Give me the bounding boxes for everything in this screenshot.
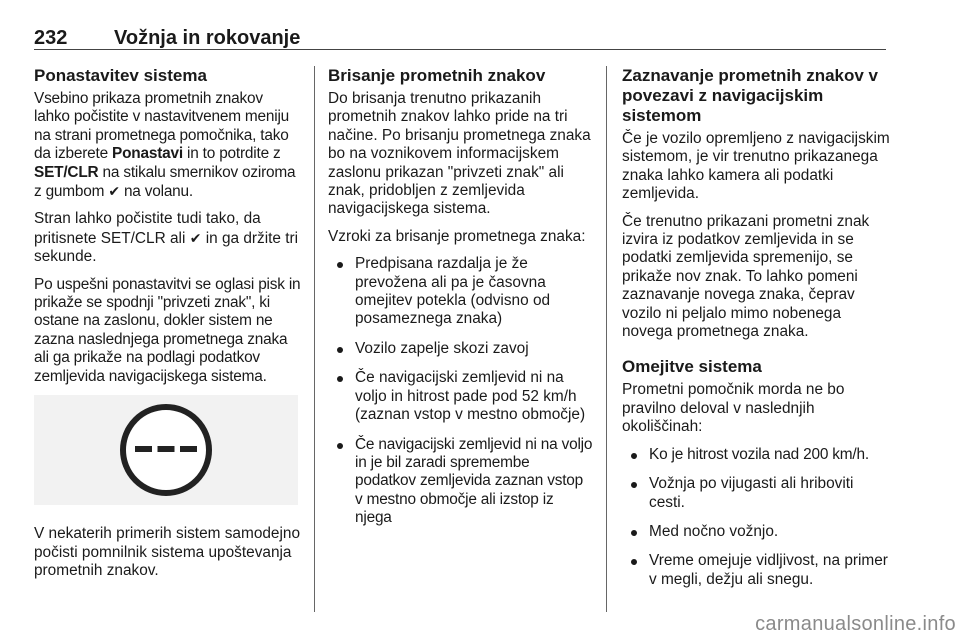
column-3 <box>622 66 890 600</box>
section-heading-reset: Ponastavitev sistema <box>34 66 207 85</box>
paragraph-navigation-1: Če je vozilo opremljeno z navigacijskim sistemom, je vir trenutno prikazanega znaka lahko kamera ali podatki zemljevida. <box>622 130 890 203</box>
paragraph-reset-2: Stran lahko počistite tudi tako, da pritisnete SET/CLR ali ✔ in ga držite tri sekunde. <box>34 210 299 266</box>
section-heading-clearing: Brisanje prometnih znakov <box>328 66 546 85</box>
list-item: Če navigacijski zemljevid ni na voljo in je bil zaradi spremembe podatkov zemljevida zaznan vstop v mestno območje ali izstop iz njega <box>328 436 593 528</box>
limitations-list <box>622 446 890 589</box>
bullet-icon <box>337 376 343 382</box>
default-sign-illustration <box>34 395 298 505</box>
bullet-icon <box>337 262 343 268</box>
paragraph-clearing-1: Do brisanja trenutno prikazanih prometnih znakov lahko pride na tri načine. Po brisanju prometnega znaka bo na voznikovem informacijskem zaslonu prikazan "privzeti znak" ali znak, pridobljen z zemljevida navigacijskega sistema. <box>328 90 591 218</box>
list-item: Vozilo zapelje skozi zavoj <box>328 340 593 358</box>
list-item: Vožnja po vijugasti ali hriboviti cesti. <box>622 475 890 512</box>
column-1 <box>34 66 302 589</box>
column-2 <box>328 66 593 539</box>
bullet-icon <box>337 347 343 353</box>
paragraph-clearing-2: Vzroki za brisanje prometnega znaka: <box>328 227 586 245</box>
paragraph-navigation-2: Če trenutno prikazani prometni znak izvira iz podatkov zemljevida in se podatki zemljevida spremenijo, se prikaže nov znak. To lahko pomeni zaznavanje novega znaka, čeprav vozilo ni peljalo mimo nobenega novega prometnega znaka. <box>622 212 870 341</box>
list-item: Med nočno vožnjo. <box>622 523 890 541</box>
page-title: Vožnja in rokovanje <box>114 27 301 49</box>
paragraph-reset-1: Vsebino prikaza prometnih znakov lahko počistite v nastavitvenem meniju na strani prometnega pomočnika, tako da izberete Ponastavi in to potrdite z SET/CLR na stikalu smernikov oziroma z gumbom ✔ na volanu. <box>34 90 296 201</box>
column-divider-2 <box>606 66 607 612</box>
section-heading-limitations: Omejitve sistema <box>622 357 762 377</box>
default-traffic-sign-icon <box>118 402 214 498</box>
paragraph-limitations: Prometni pomočnik morda ne bo pravilno deloval v naslednjih okoliščinah: <box>622 381 845 436</box>
paragraph-reset-4: V nekaterih primerih sistem samodejno počisti pomnilnik sistema upoštevanja prometnih znakov. <box>34 525 301 579</box>
check-icon: ✔ <box>189 229 202 246</box>
clearing-reasons-list <box>328 255 593 527</box>
section-heading-navigation: Zaznavanje prometnih znakov v povezavi z navigacijskim sistemom <box>622 66 879 125</box>
bullet-icon <box>631 559 637 565</box>
page-header <box>34 27 886 50</box>
list-item: Predpisana razdalja je že prevožena ali pa je časovna omejitev potekla (odvisno od posameznega znaka) <box>328 255 593 329</box>
check-icon: ✔ <box>108 183 120 200</box>
watermark: carmanualsonline.info <box>755 613 956 635</box>
menu-item-reset-label: Ponastavi <box>112 145 183 163</box>
column-divider-1 <box>314 66 315 612</box>
list-item: Vreme omejuje vidljivost, na primer v megli, dežju ali snegu. <box>622 552 890 589</box>
bullet-icon <box>631 453 637 459</box>
set-clr-label: SET/CLR <box>34 163 99 181</box>
bullet-icon <box>631 530 637 536</box>
page-number: 232 <box>34 27 68 49</box>
paragraph-reset-3: Po uspešni ponastavitvi se oglasi pisk in prikaže se spodnji "privzeti znak", ki ostane na zaslonu, dokler sistem ne zazna naslednjega prometnega znaka ali ga prikaže na podlagi podatkov zemljevida navigacijskega sistema. <box>34 275 301 385</box>
list-item: Ko je hitrost vozila nad 200 km/h. <box>622 446 890 464</box>
bullet-icon <box>337 443 343 449</box>
list-item: Če navigacijski zemljevid ni na voljo in hitrost pade pod 52 km/h (zaznan vstop v mestno območje) <box>328 369 593 424</box>
bullet-icon <box>631 482 637 488</box>
